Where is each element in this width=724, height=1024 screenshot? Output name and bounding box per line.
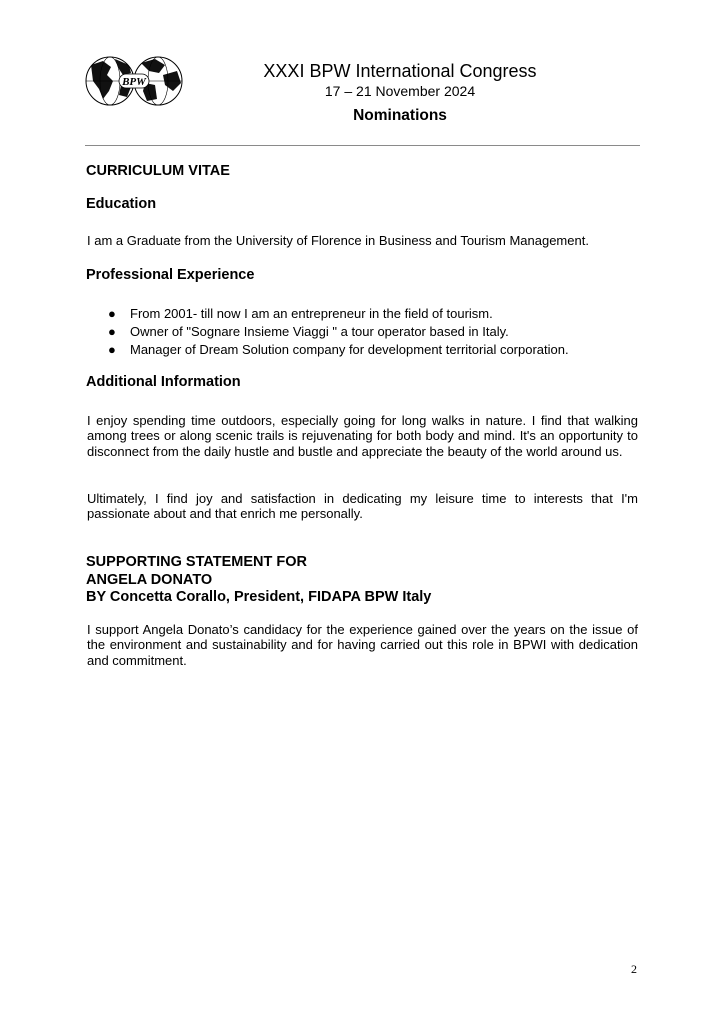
list-item: ● Owner of "Sognare Insieme Viaggi " a tour operator based in Italy. xyxy=(108,324,509,339)
support-author: BY Concetta Corallo, President, FIDAPA BPW Italy xyxy=(86,589,432,605)
list-item: ● Manager of Dream Solution company for development territorial corporation. xyxy=(108,342,569,357)
bpw-logo xyxy=(85,55,183,107)
supporting-statement-heading xyxy=(86,553,431,606)
list-item: ● From 2001- till now I am an entrepreneur in the field of tourism. xyxy=(108,306,493,321)
bullet-icon: ● xyxy=(108,342,116,357)
bullet-icon: ● xyxy=(108,306,116,321)
experience-heading: Professional Experience xyxy=(86,267,255,283)
page-number: 2 xyxy=(631,962,637,976)
congress-dates: 17 – 21 November 2024 xyxy=(324,83,476,99)
additional-paragraph-1: I enjoy spending time outdoors, especially going for long walks in nature. I find that walking among trees or along scenic trails is rejuvenating for both body and mind. It's an opportunity to disconnect from the daily hustle and bustle and appreciate the beauty of the world around us. xyxy=(87,413,638,459)
support-line-1: SUPPORTING STATEMENT FOR xyxy=(86,554,307,570)
additional-paragraph-2: Ultimately, I find joy and satisfaction in dedicating my leisure time to interests that I'm passionate about and that enrich me personally. xyxy=(87,491,638,522)
additional-heading: Additional Information xyxy=(86,374,241,390)
section-title: Nominations xyxy=(353,107,447,124)
education-text: I am a Graduate from the University of Florence in Business and Tourism Management. xyxy=(87,233,589,248)
header-divider xyxy=(85,145,640,146)
svg-text:BPW: BPW xyxy=(122,76,146,88)
education-heading: Education xyxy=(86,196,157,212)
experience-list xyxy=(86,305,638,359)
support-text: I support Angela Donato’s candidacy for the experience gained over the years on the issue of the environment and sustainability and for having carried out this role in BPWI with dedication and commitment. xyxy=(87,622,638,668)
congress-title: XXXI BPW International Congress xyxy=(263,61,537,81)
bullet-icon: ● xyxy=(108,324,116,339)
cv-heading: CURRICULUM VITAE xyxy=(86,163,230,179)
candidate-name: ANGELA DONATO xyxy=(86,571,213,588)
